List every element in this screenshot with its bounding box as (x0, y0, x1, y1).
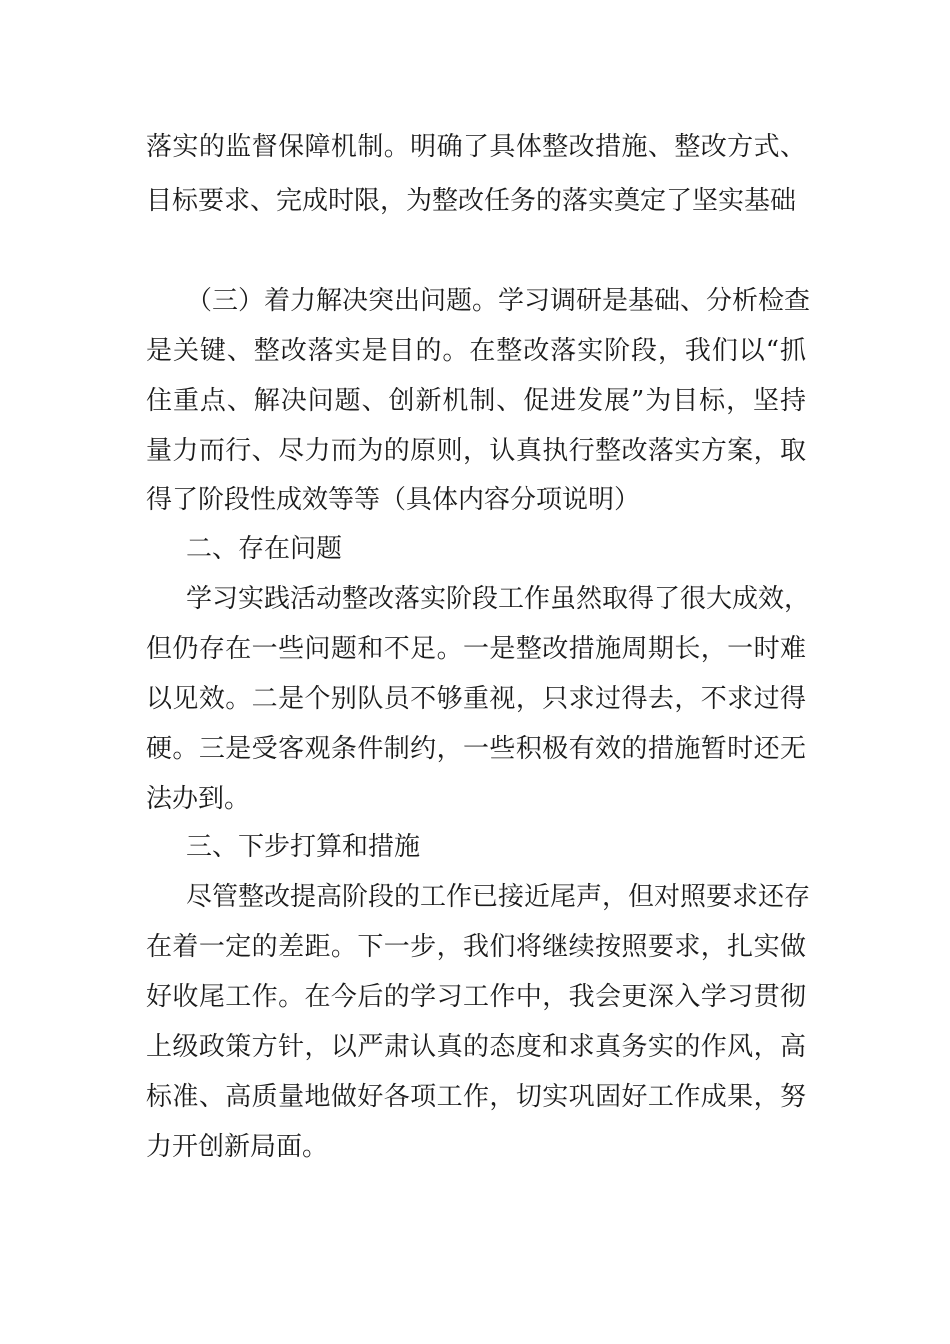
paragraph-line: 法办到。 (146, 784, 251, 814)
section-heading-line: （三）着力解决突出问题。学习调研是基础、分析检查 (186, 286, 811, 316)
section-heading: 二、存在问题 (186, 534, 343, 564)
paragraph-line: 上级政策方针，以严肃认真的态度和求真务实的作风，高 (146, 1032, 806, 1062)
paragraph-line: 是关键、整改落实是目的。在整改落实阶段，我们以“抓 (146, 336, 806, 366)
paragraph-line: 硬。三是受客观条件制约，一些积极有效的措施暂时还无 (146, 734, 806, 764)
paragraph-line: 在着一定的差距。下一步，我们将继续按照要求，扎实做 (146, 932, 806, 962)
paragraph-line: 目标要求、完成时限，为整改任务的落实奠定了坚实基础 (146, 186, 797, 216)
paragraph-line: 标准、高质量地做好各项工作，切实巩固好工作成果，努 (146, 1082, 806, 1112)
paragraph-line: 好收尾工作。在今后的学习工作中，我会更深入学习贯彻 (146, 982, 806, 1012)
paragraph-line: 落实的监督保障机制。明确了具体整改措施、整改方式、 (146, 132, 806, 162)
paragraph-line: 学习实践活动整改落实阶段工作虽然取得了很大成效， (186, 584, 811, 614)
paragraph-line: 得了阶段性成效等等（具体内容分项说明） (146, 485, 641, 515)
section-heading: 三、下步打算和措施 (186, 832, 421, 862)
paragraph-line: 尽管整改提高阶段的工作已接近尾声，但对照要求还存 (186, 882, 811, 912)
paragraph-line: 但仍存在一些问题和不足。一是整改措施周期长，一时难 (146, 634, 806, 664)
paragraph-line: 力开创新局面。 (146, 1132, 329, 1162)
paragraph-line: 以见效。二是个别队员不够重视，只求过得去，不求过得 (146, 684, 806, 714)
paragraph-line: 量力而行、尽力而为的原则，认真执行整改落实方案，取 (146, 436, 806, 466)
paragraph-line: 住重点、解决问题、创新机制、促进发展”为目标，坚持 (146, 386, 806, 416)
